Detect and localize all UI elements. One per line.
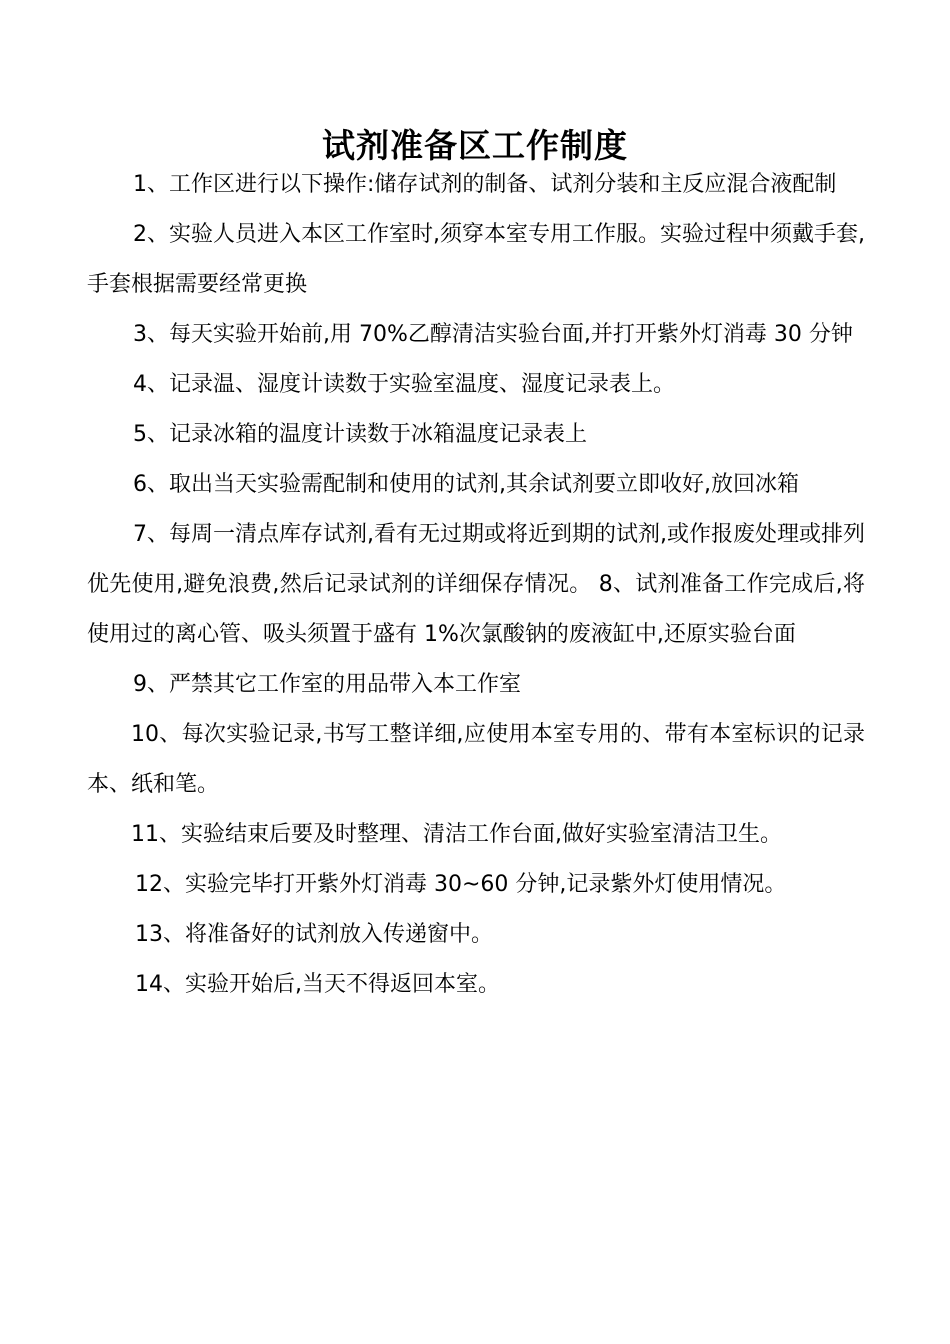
paragraph-13: 13、将准备好的试剂放入传递窗中。 bbox=[135, 922, 493, 947]
paragraph-1: 1、工作区进行以下操作:储存试剂的制备、试剂分装和主反应混合液配制 bbox=[133, 172, 837, 197]
page-title: 试剂准备区工作制度 bbox=[322, 126, 628, 166]
paragraph-14: 14、实验开始后,当天不得返回本室。 bbox=[135, 972, 500, 997]
paragraph-9: 9、严禁其它工作室的用品带入本工作室 bbox=[133, 672, 521, 697]
paragraph-10: 10、每次实验记录,书写工整详细,应使用本室专用的、带有本室标识的记录本、纸和笔。 bbox=[87, 722, 865, 797]
paragraph-5: 5、记录冰箱的温度计读数于冰箱温度记录表上 bbox=[133, 422, 587, 447]
paragraph-7: 7、每周一清点库存试剂,看有无过期或将近到期的试剂,或作报废处理或排列优先使用,避免浪费,然后记录试剂的详细保存情况。 8、试剂准备工作完成后,将使用过的离心管、吸头须置于盛有 1%次氯酸钠的废液缸中,还原实验台面 bbox=[87, 522, 865, 647]
paragraph-3: 3、每天实验开始前,用 70%乙醇清洁实验台面,并打开紫外灯消毒 30 分钟 bbox=[133, 322, 853, 347]
paragraph-6: 6、取出当天实验需配制和使用的试剂,其余试剂要立即收好,放回冰箱 bbox=[133, 472, 799, 497]
paragraph-4: 4、记录温、湿度计读数于实验室温度、湿度记录表上。 bbox=[133, 372, 675, 397]
paragraph-11: 11、实验结束后要及时整理、清洁工作台面,做好实验室清洁卫生。 bbox=[131, 822, 782, 847]
paragraph-2: 2、实验人员进入本区工作室时,须穿本室专用工作服。实验过程中须戴手套,手套根据需要经常更换 bbox=[87, 222, 865, 297]
paragraph-12: 12、实验完毕打开紫外灯消毒 30~60 分钟,记录紫外灯使用情况。 bbox=[135, 872, 787, 897]
document-body bbox=[87, 160, 865, 1010]
